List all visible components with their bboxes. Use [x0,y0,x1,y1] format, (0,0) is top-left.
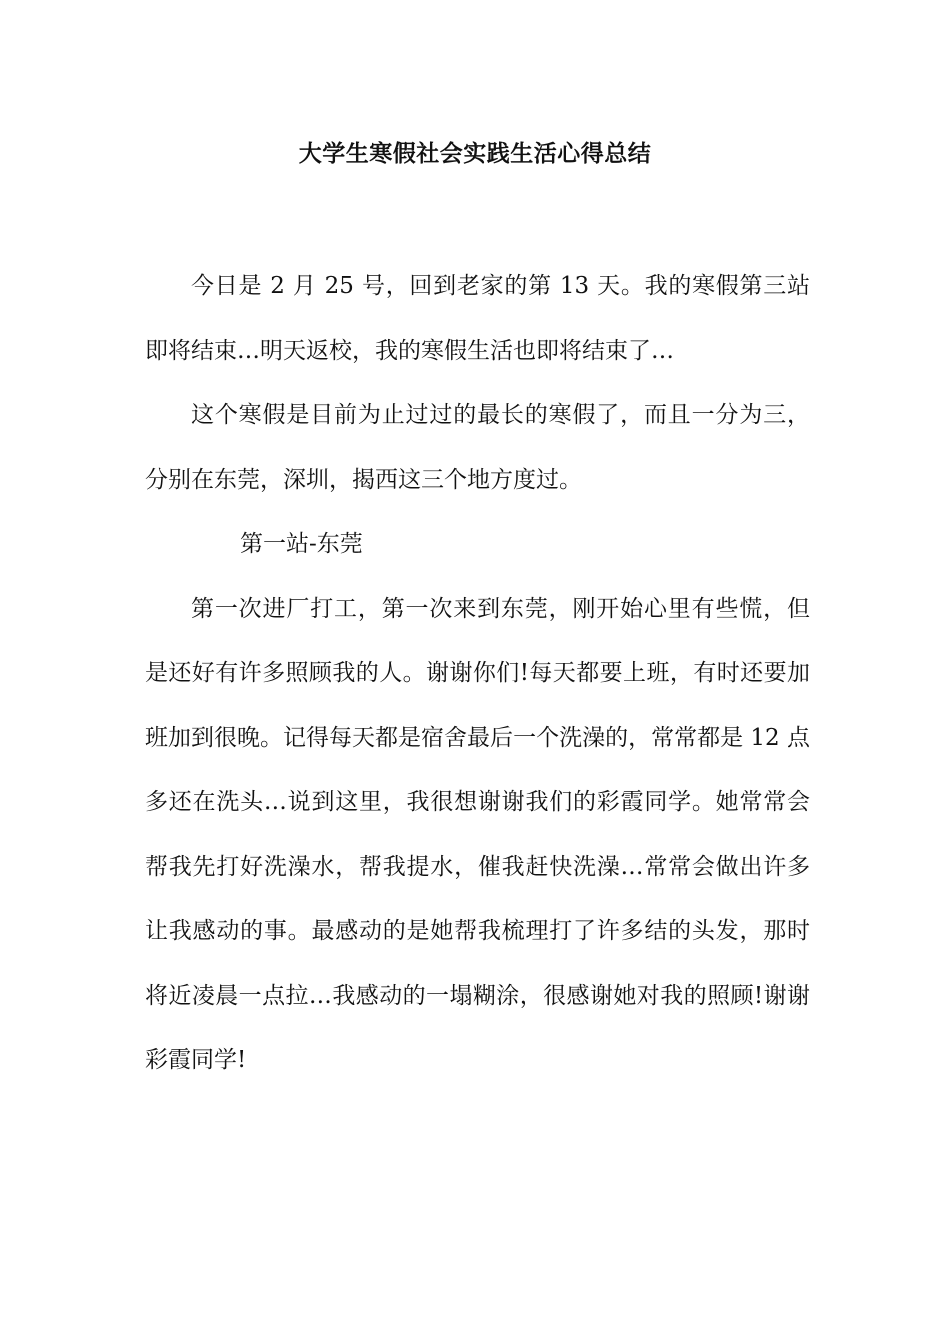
paragraph-2: 这个寒假是目前为止过过的最长的寒假了，而且一分为三，分别在东莞，深圳，揭西这三个地方度过。 [145,402,810,493]
document-body [145,254,810,1093]
section-heading: 第一站-东莞 [240,531,363,557]
paragraph-3: 第一次进厂打工，第一次来到东莞，刚开始心里有些慌，但是还好有许多照顾我的人。谢谢你们!每天都要上班，有时还要加班加到很晚。记得每天都是宿舍最后一个洗澡的，常常都是 12 点多还在洗头…说到这里，我很想谢谢我们的彩霞同学。她常常会帮我先打好洗澡水，帮我提水，催我赶快洗澡…常常会做出许多让我感动的事。最感动的是她帮我梳理打了许多结的头发，那时将近凌晨一点拉…我感动的一塌糊涂，很感谢她对我的照顾!谢谢彩霞同学! [145,595,810,1073]
paragraph-1: 今日是 2 月 25 号，回到老家的第 13 天。我的寒假第三站即将结束…明天返校，我的寒假生活也即将结束了… [145,273,810,364]
document-title: 大学生寒假社会实践生活心得总结 [298,140,652,167]
